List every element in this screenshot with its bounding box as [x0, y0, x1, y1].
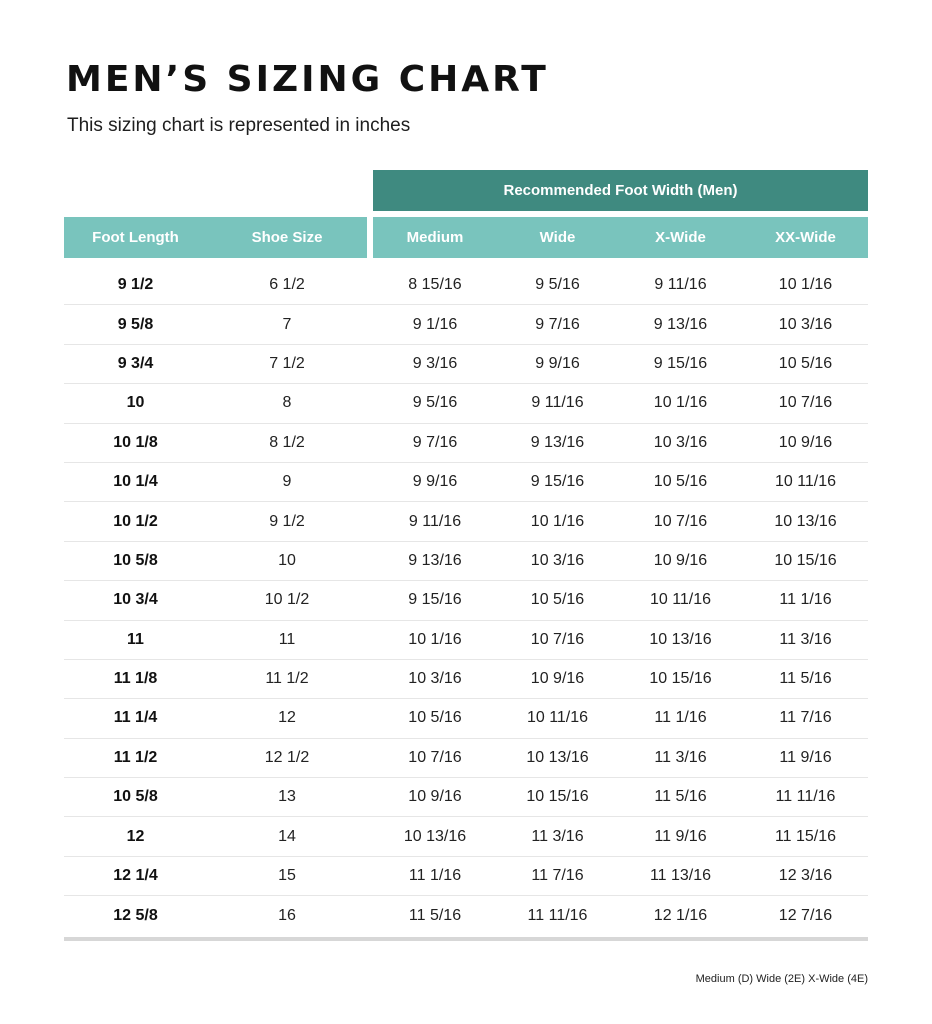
shoe-size-cell: 9	[282, 473, 292, 491]
xx-wide-width-cell: 10 15/16	[774, 551, 837, 569]
shoe-size-cell: 10	[278, 551, 296, 569]
shoe-size-cell: 11	[278, 630, 296, 648]
wide-width-cell: 11 3/16	[531, 827, 584, 845]
table-row	[64, 739, 868, 778]
x-wide-width-cell: 10 11/16	[649, 591, 712, 609]
foot-length-cell: 10 1/4	[113, 473, 158, 491]
medium-width-cell: 10 13/16	[403, 827, 467, 845]
medium-width-cell: 9 7/16	[412, 433, 458, 451]
shoe-size-cell: 15	[278, 867, 296, 885]
medium-width-cell: 11 5/16	[408, 906, 462, 924]
x-wide-width-cell: 11 5/16	[654, 788, 707, 806]
x-wide-width-cell: 9 11/16	[654, 276, 707, 294]
page-subtitle: This sizing chart is represented in inches	[67, 115, 411, 136]
xx-wide-width-cell: 11 1/16	[779, 591, 832, 609]
medium-width-cell: 10 5/16	[408, 709, 462, 727]
shoe-size-cell: 7 1/2	[269, 354, 305, 372]
medium-width-cell: 8 15/16	[408, 276, 462, 294]
table-row	[64, 699, 868, 738]
table-row	[64, 778, 868, 817]
x-wide-width-cell: 10 5/16	[653, 473, 708, 491]
xx-wide-width-cell: 10 1/16	[778, 276, 833, 294]
xx-wide-width-cell: 10 13/16	[774, 512, 837, 530]
foot-length-cell: 10 5/8	[113, 551, 158, 569]
x-wide-width-cell: 10 3/16	[653, 433, 708, 451]
foot-length-cell: 11	[127, 630, 144, 648]
wide-width-cell: 10 9/16	[530, 670, 585, 688]
wide-width-cell: 10 11/16	[526, 709, 589, 727]
shoe-size-cell: 12 1/2	[264, 748, 310, 766]
x-wide-width-cell: 11 9/16	[654, 827, 707, 845]
medium-width-cell: 9 15/16	[408, 591, 462, 609]
medium-width-cell: 9 1/16	[412, 315, 458, 333]
x-wide-width-cell: 12 1/16	[653, 906, 708, 924]
medium-width-cell: 9 13/16	[408, 551, 462, 569]
wide-width-cell: 10 5/16	[530, 591, 585, 609]
foot-length-cell: 9 1/2	[117, 276, 154, 294]
xx-wide-width-cell: 10 7/16	[778, 394, 833, 412]
shoe-size-cell: 6 1/2	[269, 276, 305, 294]
x-wide-width-cell: 11 1/16	[654, 709, 707, 727]
xx-wide-width-cell: 12 7/16	[778, 906, 833, 924]
wide-width-cell: 9 13/16	[530, 433, 585, 451]
xx-wide-width-cell: 11 3/16	[779, 630, 832, 648]
x-wide-width-cell: 10 15/16	[649, 670, 712, 688]
shoe-size-cell: 16	[278, 906, 296, 924]
table-row	[64, 424, 868, 463]
xx-wide-width-cell: 10 5/16	[778, 354, 833, 372]
column-header-left-group	[64, 217, 367, 258]
xx-wide-width-cell: 12 3/16	[778, 867, 833, 885]
wide-width-cell: 10 15/16	[526, 788, 589, 806]
foot-length-cell: 10	[126, 394, 145, 412]
wide-width-cell: 9 5/16	[535, 276, 580, 294]
foot-length-cell: 12	[126, 827, 145, 845]
shoe-size-cell: 10 1/2	[264, 591, 310, 609]
foot-length-cell: 11 1/4	[113, 709, 158, 727]
x-wide-width-cell: 11 3/16	[654, 748, 707, 766]
shoe-size-cell: 12	[278, 709, 296, 727]
table-row	[64, 266, 868, 305]
table-row	[64, 581, 868, 620]
xx-wide-width-cell: 11 15/16	[774, 827, 837, 845]
foot-length-cell: 11 1/2	[113, 748, 158, 766]
foot-length-cell: 10 3/4	[113, 591, 158, 609]
table-row	[64, 660, 868, 699]
table-row	[64, 502, 868, 541]
table-row	[64, 463, 868, 502]
column-header-shoe-size: Shoe Size	[251, 229, 323, 246]
medium-width-cell: 11 1/16	[408, 867, 462, 885]
page-title: MEN’S SIZING CHART	[66, 59, 549, 100]
wide-width-cell: 10 13/16	[526, 748, 589, 766]
x-wide-width-cell: 10 9/16	[653, 551, 708, 569]
column-header-foot-length: Foot Length	[92, 229, 179, 246]
column-header-xx-wide: XX-Wide	[775, 229, 836, 246]
foot-length-cell: 11 1/8	[113, 670, 158, 688]
x-wide-width-cell: 10 1/16	[653, 394, 708, 412]
shoe-size-cell: 13	[278, 788, 296, 806]
shoe-size-cell: 9 1/2	[269, 512, 305, 530]
x-wide-width-cell: 10 7/16	[653, 512, 708, 530]
shoe-size-cell: 14	[278, 827, 296, 845]
wide-width-cell: 9 7/16	[535, 315, 580, 333]
wide-width-cell: 10 3/16	[530, 551, 585, 569]
x-wide-width-cell: 10 13/16	[649, 630, 712, 648]
wide-width-cell: 11 11/16	[527, 906, 588, 924]
width-code-footnote: Medium (D) Wide (2E) X-Wide (4E)	[695, 973, 868, 985]
x-wide-width-cell: 9 15/16	[653, 354, 708, 372]
column-header-medium: Medium	[406, 229, 464, 246]
shoe-size-cell: 11 1/2	[265, 670, 309, 688]
xx-wide-width-cell: 11 9/16	[779, 748, 832, 766]
shoe-size-cell: 7	[282, 315, 292, 333]
xx-wide-width-cell: 11 11/16	[775, 788, 836, 806]
x-wide-width-cell: 11 13/16	[649, 867, 712, 885]
table-row	[64, 857, 868, 896]
wide-width-cell: 10 1/16	[530, 512, 585, 530]
column-header-x-wide: X-Wide	[655, 229, 706, 246]
foot-length-cell: 12 1/4	[113, 867, 158, 885]
table-row	[64, 345, 868, 384]
wide-width-cell: 9 15/16	[530, 473, 585, 491]
foot-length-cell: 10 1/8	[113, 433, 158, 451]
medium-width-cell: 10 3/16	[408, 670, 462, 688]
xx-wide-width-cell: 11 5/16	[779, 670, 832, 688]
table-row	[64, 621, 868, 660]
xx-wide-width-cell: 10 11/16	[774, 473, 837, 491]
column-header-width-group	[373, 217, 868, 258]
xx-wide-width-cell: 11 7/16	[779, 709, 832, 727]
sizing-table-body	[64, 266, 868, 936]
foot-length-cell: 12 5/8	[113, 906, 158, 924]
table-row	[64, 542, 868, 581]
table-row	[64, 384, 868, 423]
medium-width-cell: 9 5/16	[412, 394, 458, 412]
shoe-size-cell: 8	[282, 394, 292, 412]
medium-width-cell: 9 3/16	[412, 354, 458, 372]
table-row	[64, 896, 868, 935]
medium-width-cell: 10 7/16	[408, 748, 462, 766]
xx-wide-width-cell: 10 9/16	[778, 433, 833, 451]
medium-width-cell: 9 9/16	[412, 473, 458, 491]
width-group-header: Recommended Foot Width (Men)	[373, 170, 868, 211]
foot-length-cell: 9 5/8	[117, 315, 154, 333]
table-row	[64, 817, 868, 856]
foot-length-cell: 10 1/2	[113, 512, 158, 530]
wide-width-cell: 9 9/16	[535, 354, 580, 372]
wide-width-cell: 10 7/16	[530, 630, 585, 648]
wide-width-cell: 11 7/16	[531, 867, 584, 885]
x-wide-width-cell: 9 13/16	[653, 315, 708, 333]
medium-width-cell: 10 9/16	[408, 788, 462, 806]
foot-length-cell: 10 5/8	[113, 788, 158, 806]
medium-width-cell: 10 1/16	[408, 630, 462, 648]
shoe-size-cell: 8 1/2	[269, 433, 305, 451]
xx-wide-width-cell: 10 3/16	[778, 315, 833, 333]
medium-width-cell: 9 11/16	[408, 512, 462, 530]
table-bottom-rule	[64, 937, 868, 941]
table-row	[64, 305, 868, 344]
column-header-wide: Wide	[539, 229, 576, 246]
foot-length-cell: 9 3/4	[117, 354, 154, 372]
wide-width-cell: 9 11/16	[531, 394, 584, 412]
